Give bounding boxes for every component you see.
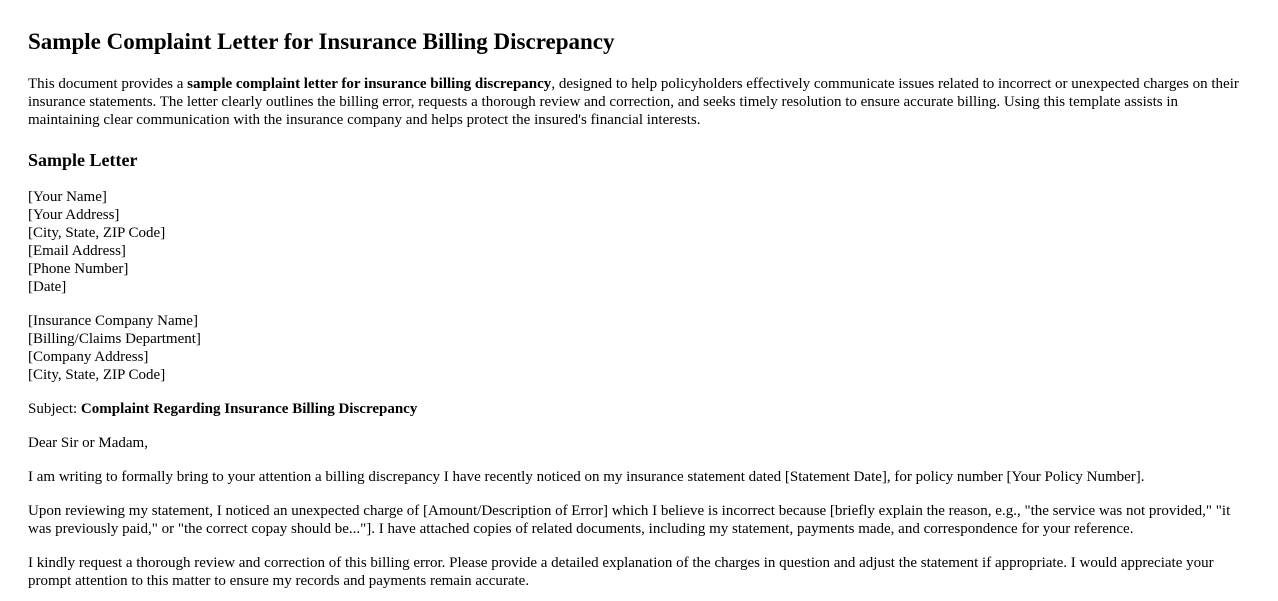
body-paragraph: Upon reviewing my statement, I noticed an unexpected charge of [Amount/Description of Error] which I believe is incorrect because [briefly explain the reason, e.g., "the service was not provided," "it was previously paid," or "the correct copay should be..."]. I have attached copies of related documents, including my statement, payments made, and correspondence for your reference. [28, 503, 1231, 537]
sender-line: [Date] [28, 279, 67, 295]
salutation: Dear Sir or Madam, [28, 435, 148, 451]
sender-line: [City, State, ZIP Code] [28, 225, 166, 241]
sender-line: [Your Address] [28, 207, 120, 223]
intro-text-after: , designed to help policyholders effectively communicate issues related to incorrect or unexpected charges on their insurance statements. The letter clearly outlines the billing error, requests a thorough review and correction, and seeks timely resolution to ensure accurate billing. Using this template assists in maintaining clear communication with the insurance company and helps protect the insured's financial interests. [28, 76, 1239, 128]
sender-line: [Email Address] [28, 243, 126, 259]
section-heading: Sample Letter [28, 150, 138, 170]
recipient-line: [Insurance Company Name] [28, 313, 198, 329]
intro-text-before: This document provides a [28, 76, 188, 92]
body-paragraph: I am writing to formally bring to your attention a billing discrepancy I have recently noticed on my insurance statement dated [Statement Date], for policy number [Your Policy Number]. [28, 469, 1145, 485]
body-paragraph: I kindly request a thorough review and correction of this billing error. Please provide a detailed explanation of the charges in question and adjust the statement if appropriate. I would appreciate your prompt attention to this matter to ensure my records and payments remain accurate. [28, 555, 1214, 589]
recipient-address-block [28, 296, 1250, 384]
subject-text: Complaint Regarding Insurance Billing Discrepancy [80, 401, 418, 417]
intro-paragraph [28, 55, 1250, 129]
sender-address-block [28, 171, 1250, 296]
recipient-line: [Company Address] [28, 349, 149, 365]
recipient-line: [City, State, ZIP Code] [28, 367, 166, 383]
sender-line: [Your Name] [28, 189, 107, 205]
recipient-line: [Billing/Claims Department] [28, 331, 201, 347]
intro-text-bold: sample complaint letter for insurance billing discrepancy [187, 76, 552, 92]
sender-line: [Phone Number] [28, 261, 129, 277]
subject-line [28, 384, 1250, 418]
page-title: Sample Complaint Letter for Insurance Billing Discrepancy [28, 29, 615, 54]
subject-label: Subject: [28, 401, 81, 417]
